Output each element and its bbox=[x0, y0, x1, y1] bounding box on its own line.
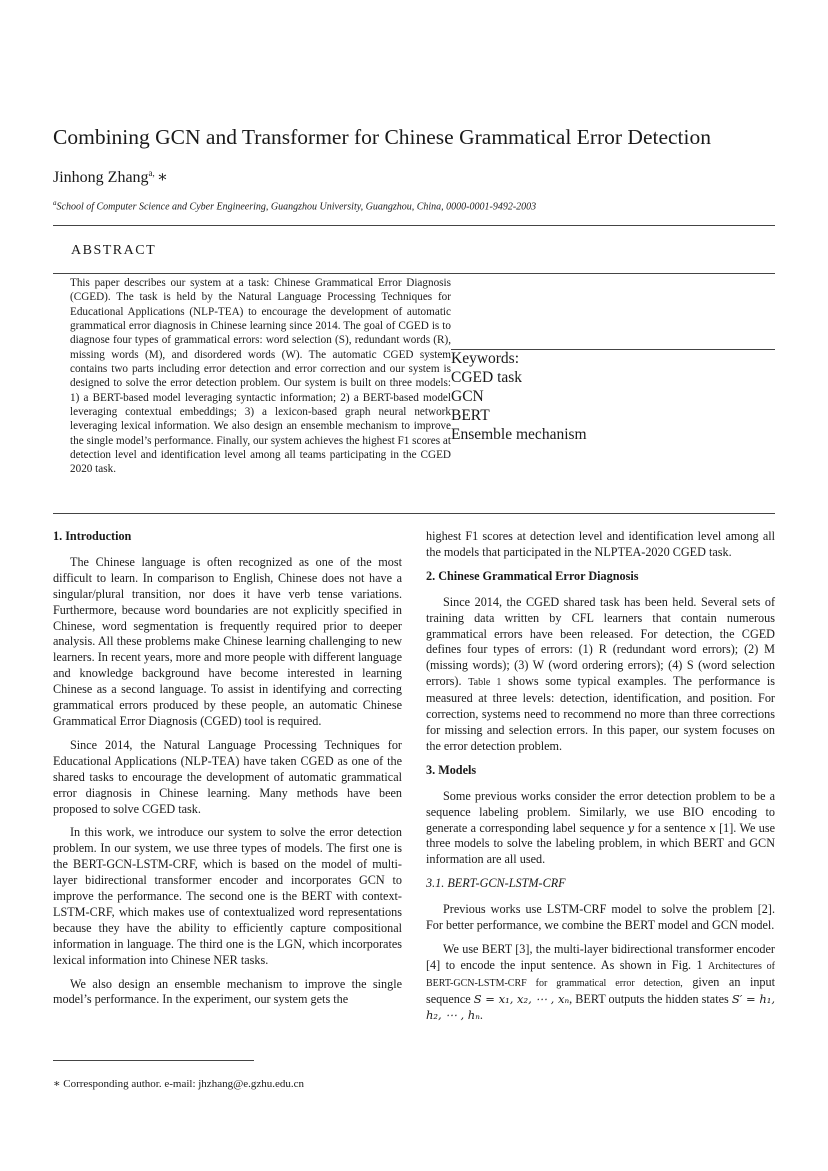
abstract-text: This paper describes our system at a task: Chinese Grammatical Error Diagnosis (CGED). The task is held by the Natural Language Processing Techniques for Educational Applications (NLP-TEA) to encourage the development of automatic grammatical error diagnosis in Chinese learning since 2014. The goal of CGED is to diagnose four types of grammatical errors: word selection (S), redundant words (R), missing words (M), and disordered words (W). The automatic CGED system contains two parts including error detection and error correction and our system is designed to solve the error detection problem. Our system is built on three models: 1) a BERT-based model leveraging syntactic information; 2) a BERT-based model leveraging contextual embeddings; 3) a lexicon-based graph neural network leveraging lexical information. We also design an ensemble mechanism to improve the single model’s performance. Finally, our system achieves the highest F1 scores at detection level and identification level among all teams participating in the CGED 2020 task. bbox=[70, 277, 451, 476]
abstract-bottom-rule bbox=[53, 513, 775, 514]
keyword-item: CGED task bbox=[451, 369, 523, 386]
paragraph bbox=[426, 595, 775, 755]
abstract-rule bbox=[53, 273, 775, 274]
paragraph-continued: highest F1 scores at detection level and identification level among all the models that participated in the NLPTEA-2020 CGED task. bbox=[426, 529, 775, 559]
math-input-sequence: S = x₁, x₂, ⋯ , xₙ bbox=[473, 991, 570, 1006]
math-var-y: y bbox=[627, 820, 635, 835]
text-run: , BERT outputs the hidden states bbox=[569, 991, 729, 1006]
paper-title: Combining GCN and Transformer for Chinese Grammatical Error Detection bbox=[53, 125, 711, 149]
keyword-item: Ensemble mechanism bbox=[451, 426, 587, 443]
keyword-item: GCN bbox=[451, 388, 484, 405]
paragraph: Since 2014, the Natural Language Processing Techniques for Educational Applications (NLP-TEA) have taken CGED as one of the shared tasks to encourage the development of automatic grammatical error diagnosis in Chinese learning. Many methods have been proposed to solve CGED task. bbox=[53, 737, 402, 816]
keyword-item: BERT bbox=[451, 407, 490, 424]
affiliation bbox=[53, 199, 536, 212]
paragraph bbox=[426, 789, 775, 869]
corresponding-star: ∗ bbox=[157, 169, 168, 186]
paragraph: The Chinese language is often recognized as one of the most difficult to learn. In comparison to English, Chinese does not have a singular/plural transition, nor does it have verb tense variations. Furthermore, because word boundaries are not explicitly specified in Chinese, word segmentation is frequently required prior to deeper analysis. All these problems make Chinese learning challenging to new learners. In recent years, more and more people with different language and knowledge background have become interested in learning Chinese as a second language. To assist in identifying and correcting grammatical errors produced by these people, an automatic Chinese Grammatical Error Diagnosis (CGED) tool is required. bbox=[53, 554, 402, 728]
abstract-heading: ABSTRACT bbox=[71, 243, 157, 258]
affiliation-mark: a bbox=[53, 199, 57, 207]
section-heading-introduction: 1. Introduction bbox=[53, 529, 132, 543]
text-run: [1]. We use three models to solve the labeling problem, in which BERT and GCN information are all used. bbox=[426, 820, 776, 867]
author-name: Jinhong Zhang bbox=[53, 169, 149, 186]
subsection-heading: 3.1. BERT-GCN-LSTM-CRF bbox=[426, 876, 566, 891]
text-run: We use BERT [3], the multi-layer bidirectional transformer encoder [4] to encode the input sentence. As shown in Fig. 1 bbox=[426, 941, 775, 972]
text-run: shows some typical examples. The performance is measured at three levels: detection, identification, and position. For correction, systems need to recommend no more than three corrections for missing and selection errors. In this paper, our system focuses on the error detection problem. bbox=[426, 674, 776, 753]
right-column bbox=[426, 529, 775, 1031]
footnote-rule bbox=[53, 1060, 254, 1061]
math-hidden-states: S′ = h₁, h₂, ⋯ , hₙ bbox=[426, 991, 775, 1022]
text-run: Some previous works consider the error detection problem to be a sequence labeling problem. Similarly, we use BIO encoding to generate a corresponding label sequence bbox=[426, 788, 775, 835]
text-run: . bbox=[479, 1007, 483, 1022]
author-affil-mark: a, bbox=[148, 168, 158, 178]
top-rule bbox=[53, 225, 775, 226]
section-heading-cged: 2. Chinese Grammatical Error Diagnosis bbox=[426, 568, 639, 583]
keywords-heading: Keywords: bbox=[451, 350, 520, 367]
figure-reference-link[interactable]: Architectures of BERT-GCN-LSTM-CRF for grammatical error detection, bbox=[426, 960, 775, 989]
section-heading-models: 3. Models bbox=[426, 762, 477, 777]
footnote: ∗ Corresponding author. e-mail: jhzhang@e.gzhu.edu.cn bbox=[53, 1078, 304, 1090]
affiliation-text: School of Computer Science and Cyber Engineering, Guangzhou University, Guangzhou, China, 0000-0001-9492-2003 bbox=[56, 201, 537, 213]
author-line bbox=[53, 167, 168, 187]
paragraph bbox=[426, 942, 775, 1024]
text-run: Since 2014, the CGED shared task has been held. Several sets of training data written by CFL learners that contain numerous grammatical errors have been released. For detection, the CGED defines four types of errors: (1) R (redundant word errors); (2) M (missing words); (3) W (word ordering errors); (4) S (word selection errors). bbox=[426, 594, 775, 689]
table-reference-link[interactable]: Table 1 bbox=[468, 677, 502, 689]
text-run: for a sentence bbox=[637, 820, 706, 835]
text-run: given an input sequence bbox=[426, 974, 775, 1006]
paragraph: Previous works use LSTM-CRF model to solve the problem [2]. For better performance, we combine the BERT model and GCN model. bbox=[426, 902, 775, 933]
left-column bbox=[53, 529, 402, 1016]
math-var-x: x bbox=[709, 820, 716, 835]
paragraph: In this work, we introduce our system to solve the error detection problem. In our system, we use three types of models. The first one is the BERT-GCN-LSTM-CRF, which is based on the model of multi-layer bidirectional transformer encoder and incorporates GCN to improve the performance. The second one is the BERT with context-LSTM-CRF, which makes use of contextualized word representations because they have the ability to efficiently capture compositional information in language. The third one is the LGN, which incorporates lexical information into Chinese NER tasks. bbox=[53, 825, 402, 967]
paragraph: We also design an ensemble mechanism to improve the single model’s performance. In the experiment, our system gets the bbox=[53, 976, 402, 1007]
